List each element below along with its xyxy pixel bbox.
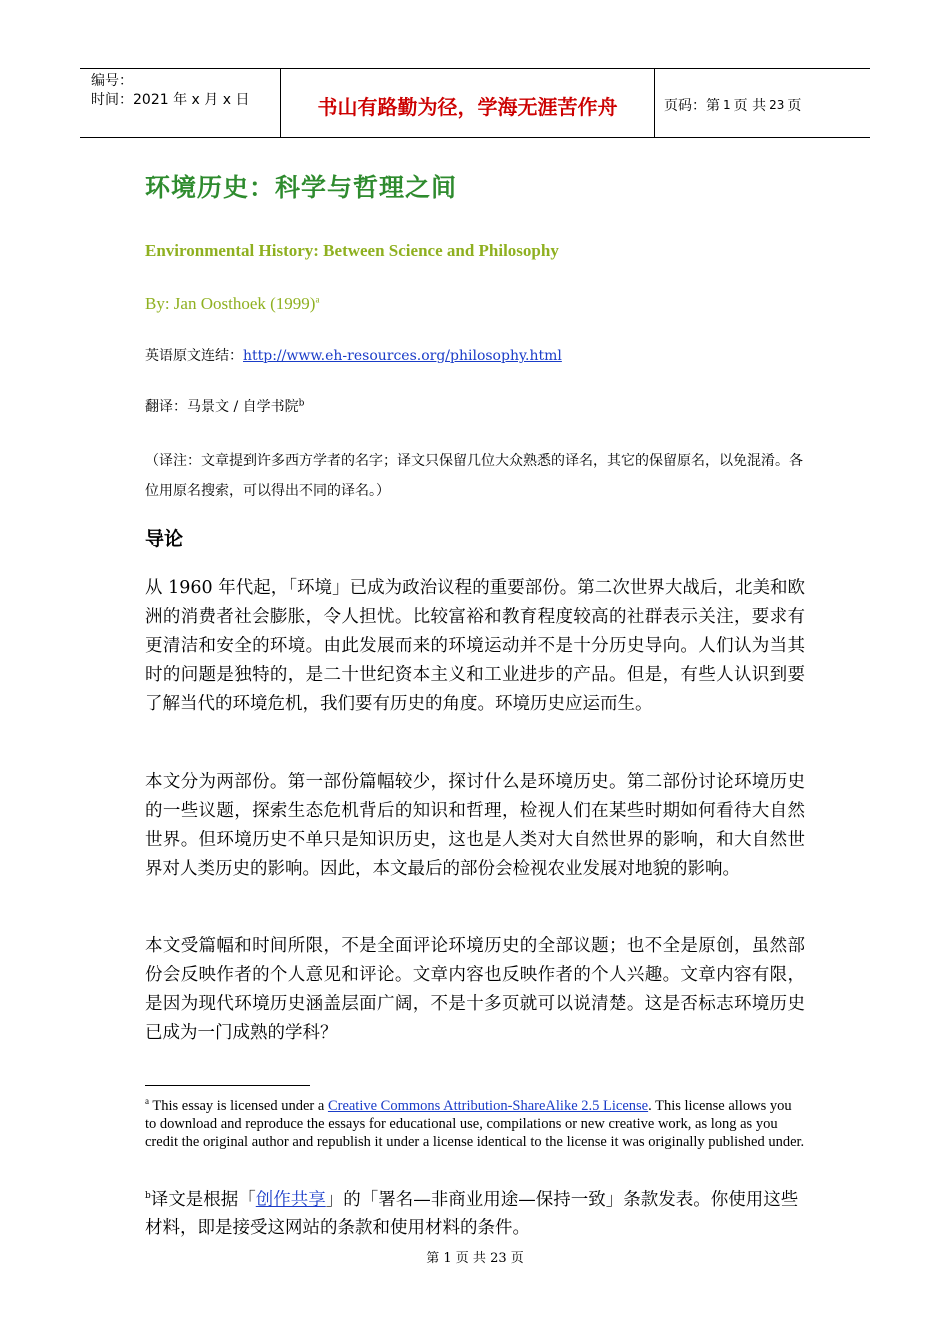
page-mid: 页 共 (733, 98, 767, 114)
footnote-a-text-after: . This license allows you to download and reproduce the essays for educational use, compilations or new creative work, as long as you credit the original author and republish it under a license identical to the license it was originally published under. (145, 1097, 805, 1150)
translator-line (145, 396, 304, 416)
footnote-b (145, 1182, 805, 1242)
paragraph-3: 本文受篇幅和时间所限，不是全面评论环境历史的全部议题；也不全是原创，虽然部份会反映作者的个人意见和评论。文章内容也反映作者的个人兴趣。文章内容有限，是因为现代环境历史涵盖层面广阔，不是十多页就可以说清楚。这是否标志环境历史已成为一门成熟的学科？ (145, 936, 805, 1043)
translator-text: 翻译：马景文 / 自学书院 (145, 399, 299, 415)
footnote-b-text-before: 译文是根据「 (150, 1189, 256, 1210)
footnote-a (145, 1092, 805, 1151)
footer-suffix: 页 (510, 1251, 524, 1266)
source-link[interactable]: http://www.eh-resources.org/philosophy.html (243, 348, 562, 364)
translator-note: （译注：文章提到许多西方学者的名字；译文只保留几位大众熟悉的译名，其它的保留原名，以免混淆。各位用原名搜索，可以得出不同的译名。） (145, 453, 803, 499)
article-title: 环境历史：科学与哲理之间 (145, 173, 458, 202)
time-label: 时间：2021 年 x 月 x 日 (91, 92, 250, 108)
creative-commons-link[interactable]: 创作共享 (255, 1189, 326, 1210)
page-suffix: 页 (787, 98, 802, 114)
document-header (80, 68, 870, 138)
paragraph-1: 从 1960 年代起，「环境」已成为政治议程的重要部份。第二次世界大战后，北美和欧洲的消费者社会膨胀，令人担忧。比较富裕和教育程度较高的社群表示关注，要求有更清洁和安全的环境。由此发展而来的环境运动并不是十分历史导向。人们认为当其时的问题是独特的，是二十世纪资本主义和工业进步的产品。但是，有些人认识到要了解当代的环境危机，我们要有历史的角度。环境历史应运而生。 (145, 578, 805, 714)
paragraph-2: 本文分为两部份。第一部份篇幅较少，探讨什么是环境历史。第二部份讨论环境历史的一些议题，探索生态危机背后的知识和哲理，检视人们在某些时期如何看待大自然世界。但环境历史不单只是知识历史，这也是人类对大自然世界的影响，和大自然世界对人类历史的影响。因此，本文最后的部份会检视农业发展对地貌的影响。 (145, 772, 805, 879)
number-label: 编号： (91, 73, 133, 89)
page-footer (0, 1247, 950, 1266)
footnote-a-text-before: This essay is licensed under a (149, 1097, 328, 1114)
footnote-separator (145, 1085, 310, 1086)
header-motto: 书山有路勤为径，学海无涯苦作舟 (281, 69, 655, 137)
header-meta-cell (80, 69, 281, 137)
footnote-b-mark: b (145, 1191, 151, 1201)
footnote-b-text-after: 」的「署名—非商业用途—保持一致」条款发表。你使用这些材料，即是接受这网站的条款和使用材料的条件。 (145, 1189, 799, 1238)
translator-footnote-mark[interactable]: b (298, 398, 305, 409)
page-prefix: 页码：第 (664, 98, 720, 114)
page-total: 23 (769, 98, 785, 112)
header-page-info (655, 69, 870, 137)
footer-total: 23 (490, 1251, 507, 1266)
footnote-a-mark: a (145, 1096, 149, 1106)
byline-footnote-mark[interactable]: a (315, 294, 320, 305)
article-subtitle: Environmental History: Between Science and Philosophy (145, 241, 559, 260)
source-label: 英语原文连结： (145, 348, 243, 364)
footer-current: 1 (443, 1251, 452, 1266)
byline-text: By: Jan Oosthoek (1999) (145, 294, 316, 313)
footer-mid: 页 共 (455, 1251, 486, 1266)
source-line (145, 345, 562, 365)
footer-prefix: 第 (426, 1251, 440, 1266)
page-current: 1 (723, 98, 731, 112)
license-link[interactable]: Creative Commons Attribution-ShareAlike 2.5 License (327, 1097, 649, 1114)
article-byline (145, 294, 319, 314)
section-heading: 导论 (145, 528, 184, 550)
